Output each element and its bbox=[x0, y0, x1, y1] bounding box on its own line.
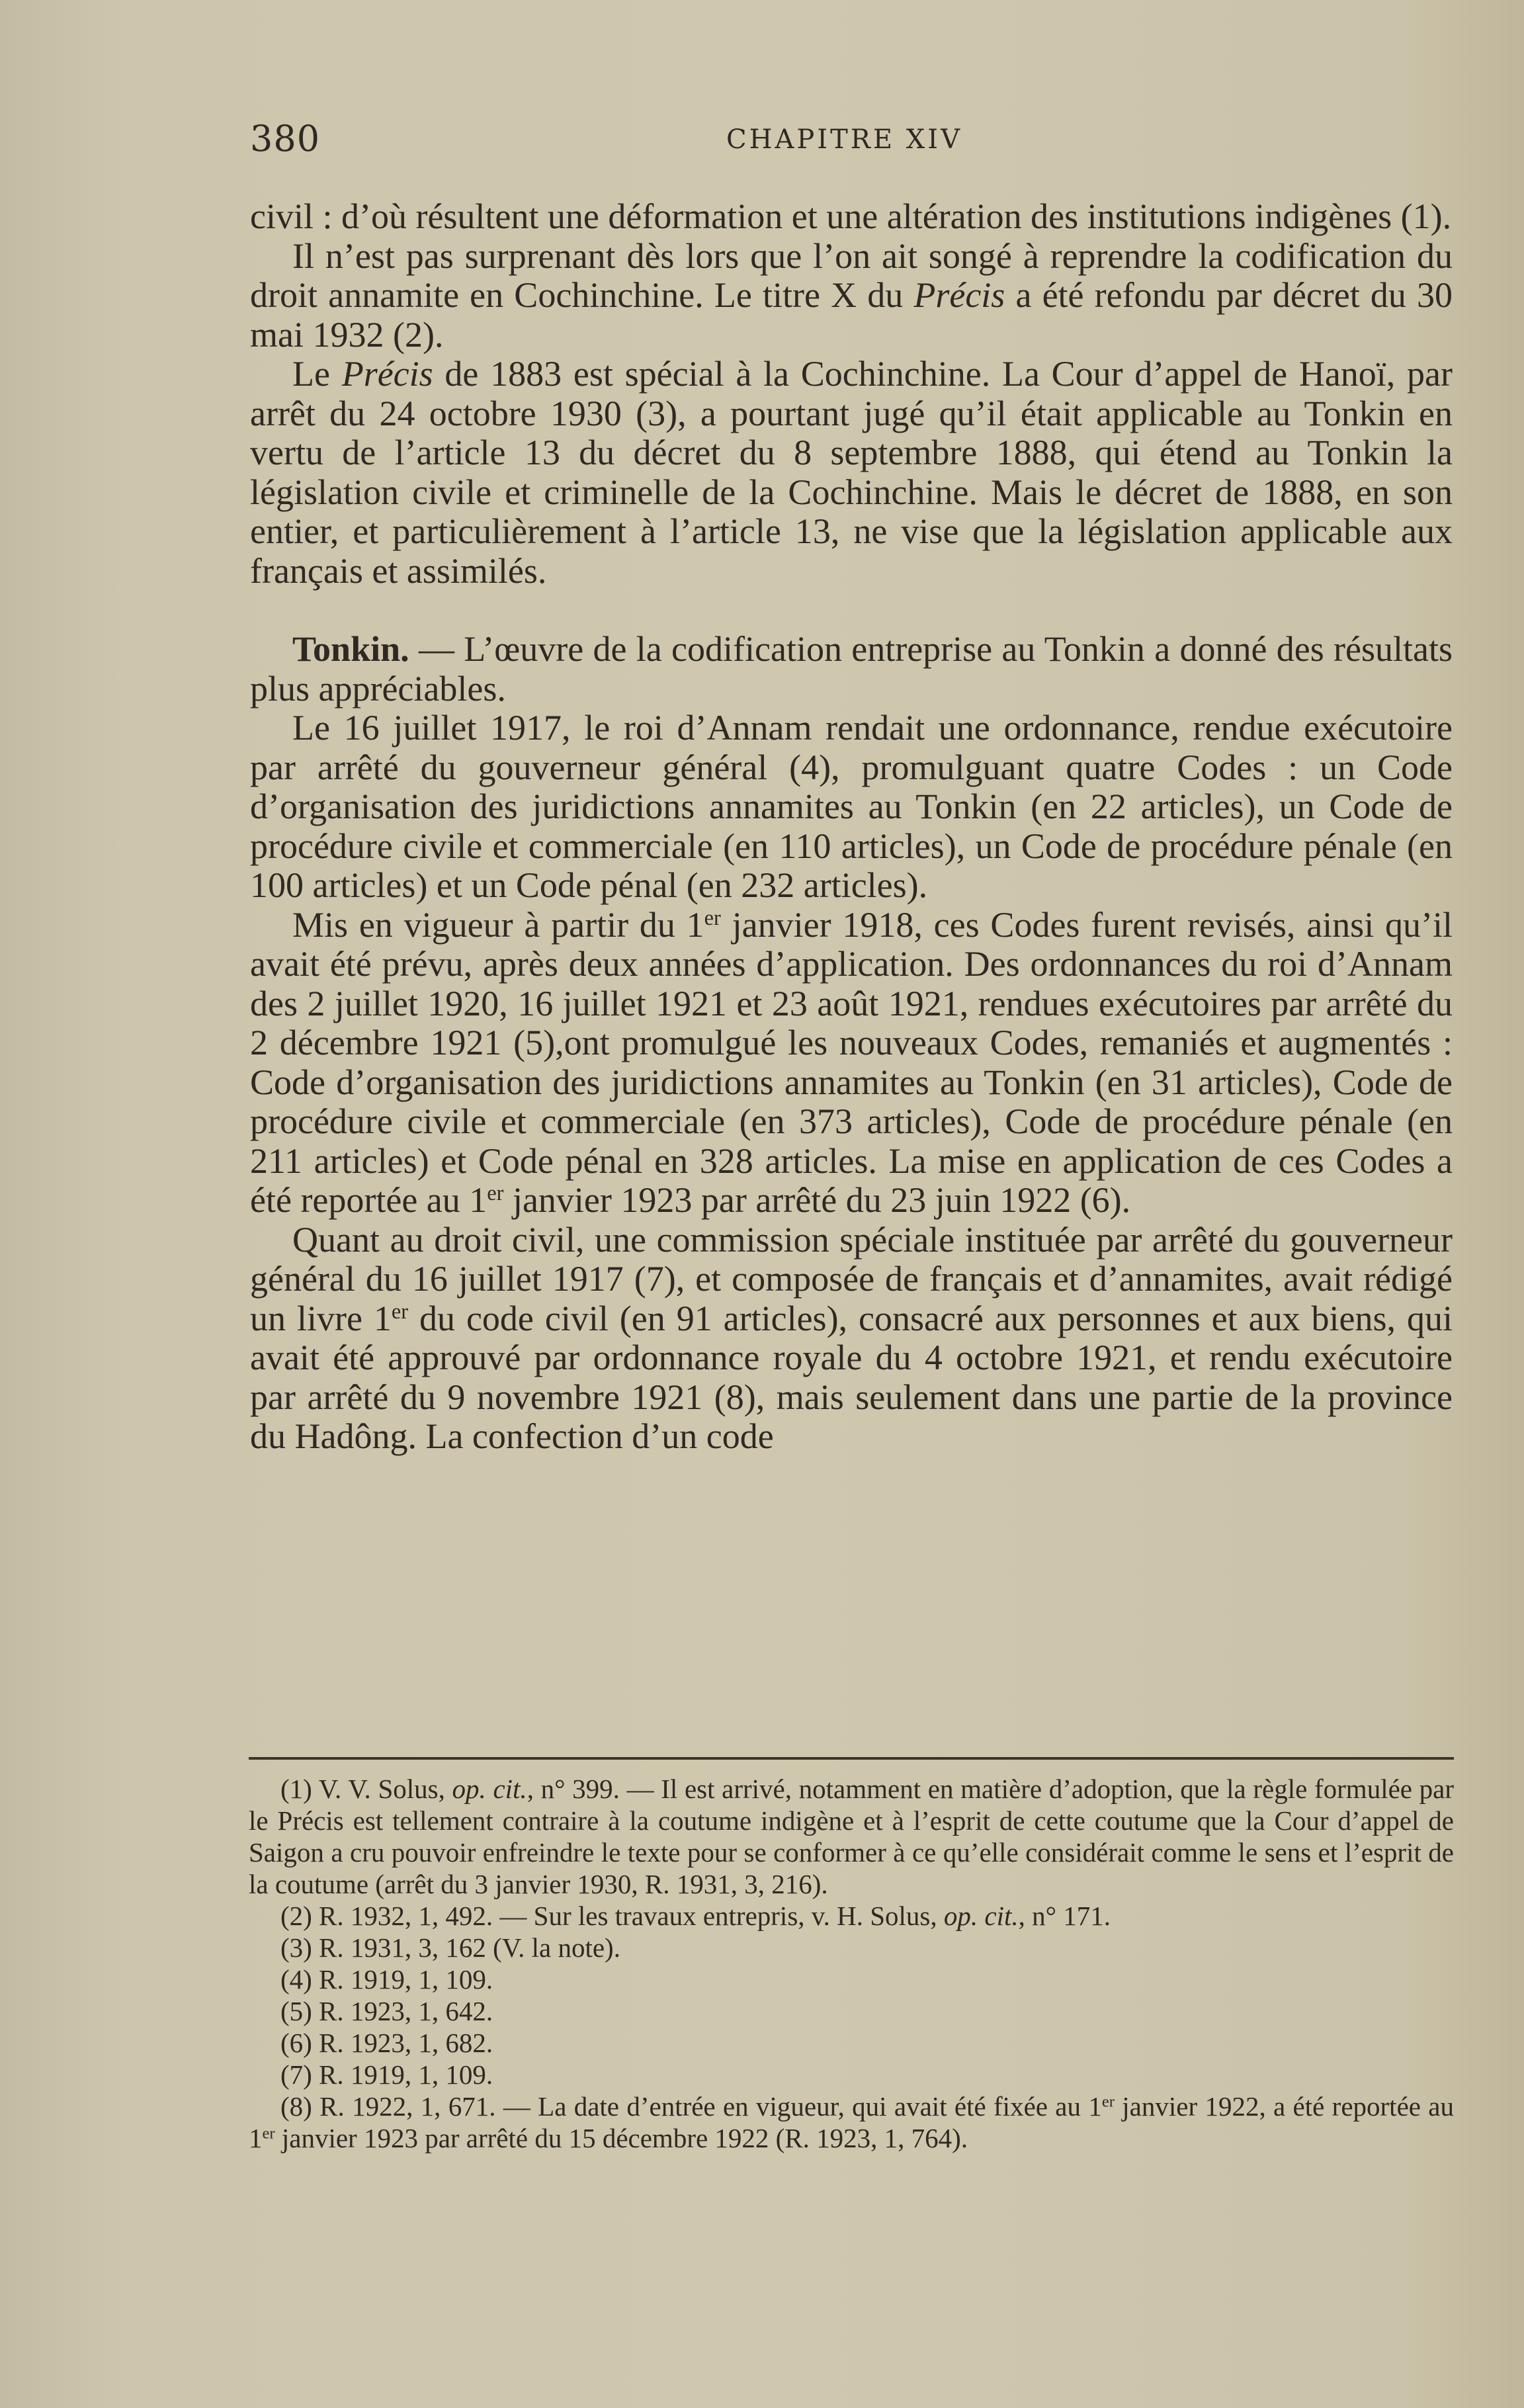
footnote-6: (6) R. 1923, 1, 682. bbox=[280, 2028, 493, 2058]
footnotes bbox=[249, 1773, 1454, 2154]
paragraph-5: Le 16 juillet 1917, le roi d’Annam rendait une ordonnance, rendue exécutoire par arrêté du gouverneur général (4), promulguant quatre Codes : un Code d’organisation des juridictions annamites au Tonkin (en 22 articles), un Code de procédure civile et commerciale (en 110 articles), un Code de procédure pénale (en 100 articles) et un Code pénal (en 232 articles). bbox=[250, 708, 1453, 905]
footnote-7: (7) R. 1919, 1, 109. bbox=[280, 2059, 493, 2090]
section-heading-tonkin: Tonkin. bbox=[292, 629, 409, 669]
precis-title-italic: Précis bbox=[341, 354, 433, 394]
footnote-8: (8) R. 1922, 1, 671. — La date d’entrée en vigueur, qui avait été fixée au 1er janvier 1922, a été reportée au 1er janvier 1923 par arrêté du 15 décembre 1922 (R. 1923, 1, 764). bbox=[249, 2091, 1455, 2153]
footnote-2: (2) R. 1932, 1, 492. — Sur les travaux entrepris, v. H. Solus, op. cit., n° 171. bbox=[280, 1901, 1111, 1931]
paragraph-7: Quant au droit civil, une commission spéciale instituée par arrêté du gouverneur général du 16 juillet 1917 (7), et composée de français et d’annamites, avait rédigé un livre 1er du code civil (en 91 articles), consacré aux personnes et aux biens, qui avait été approuvé par ordonnance royale du 4 octobre 1921, et rendu exécutoire par arrêté du 9 novembre 1921 (8), mais seulement dans une partie de la province du Hadông. La confection d’un code bbox=[250, 1219, 1453, 1456]
footnote-4: (4) R. 1919, 1, 109. bbox=[280, 1964, 493, 1995]
paragraph-3: Le Précis de 1883 est spécial à la Cochinchine. La Cour d’appel de Hanoï, par arrêt du 24 octobre 1930 (3), a pourtant jugé qu’il était applicable au Tonkin en vertu de l’article 13 du décret du 8 septembre 1888, qui étend au Tonkin la législation civile et criminelle de la Cochinchine. Mais le décret de 1888, en son entier, et particulièrement à l’article 13, ne vise que la législation applicable aux français et assimilés. bbox=[250, 354, 1453, 591]
precis-title-italic: Précis bbox=[913, 275, 1005, 315]
footnote-5: (5) R. 1923, 1, 642. bbox=[280, 1996, 493, 2026]
footnote-3: (3) R. 1931, 3, 162 (V. la note). bbox=[280, 1932, 620, 1963]
page-number: 380 bbox=[250, 118, 321, 159]
footnote-1: (1) V. V. Solus, op. cit., n° 399. — Il est arrivé, notamment en matière d’adoption, que la règle formulée par le Précis est tellement contraire à la coutume indigène et à l’esprit de cette coutume que la Cour d’appel de Saigon a cru pouvoir enfreindre le texte pour se conformer à ce qu’elle considérait comme le sens et l’esprit de la coutume (arrêt du 3 janvier 1930, R. 1931, 3, 216). bbox=[249, 1774, 1454, 1899]
running-title: CHAPITRE XIV bbox=[726, 124, 962, 155]
paragraph-6: Mis en vigueur à partir du 1er janvier 1918, ces Codes furent revisés, ainsi qu’il avait été prévu, après deux années d’application. Des ordonnances du roi d’Annam des 2 juillet 1920, 16 juillet 1921 et 23 août 1921, rendues exécutoires par arrêté du 2 décembre 1921 (5),ont promulgué les nouveaux Codes, remaniés et augmentés : Code d’organisation des juridictions annamites au Tonkin (en 31 articles), Code de procédure civile et commerciale (en 373 articles), Code de procédure pénale (en 211 articles) et Code pénal en 328 articles. La mise en application de ces Codes a été reportée au 1er janvier 1923 par arrêté du 23 juin 1922 (6). bbox=[250, 904, 1453, 1220]
page-header bbox=[250, 118, 1454, 164]
footnote-rule bbox=[249, 1757, 1454, 1760]
paragraph-1: civil : d’où résultent une déformation et une altération des institutions indigènes (1). bbox=[250, 196, 1452, 236]
paragraph-2: Il n’est pas surprenant dès lors que l’on ait songé à reprendre la codification du droit annamite en Cochinchine. Le titre X du Précis a été refondu par décret du 30 mai 1932 (2). bbox=[250, 236, 1453, 355]
main-text bbox=[250, 197, 1453, 1457]
paragraph-tonkin: Tonkin. — L’œuvre de la codification entreprise au Tonkin a donné des résultats plus appréciables. bbox=[250, 629, 1453, 709]
